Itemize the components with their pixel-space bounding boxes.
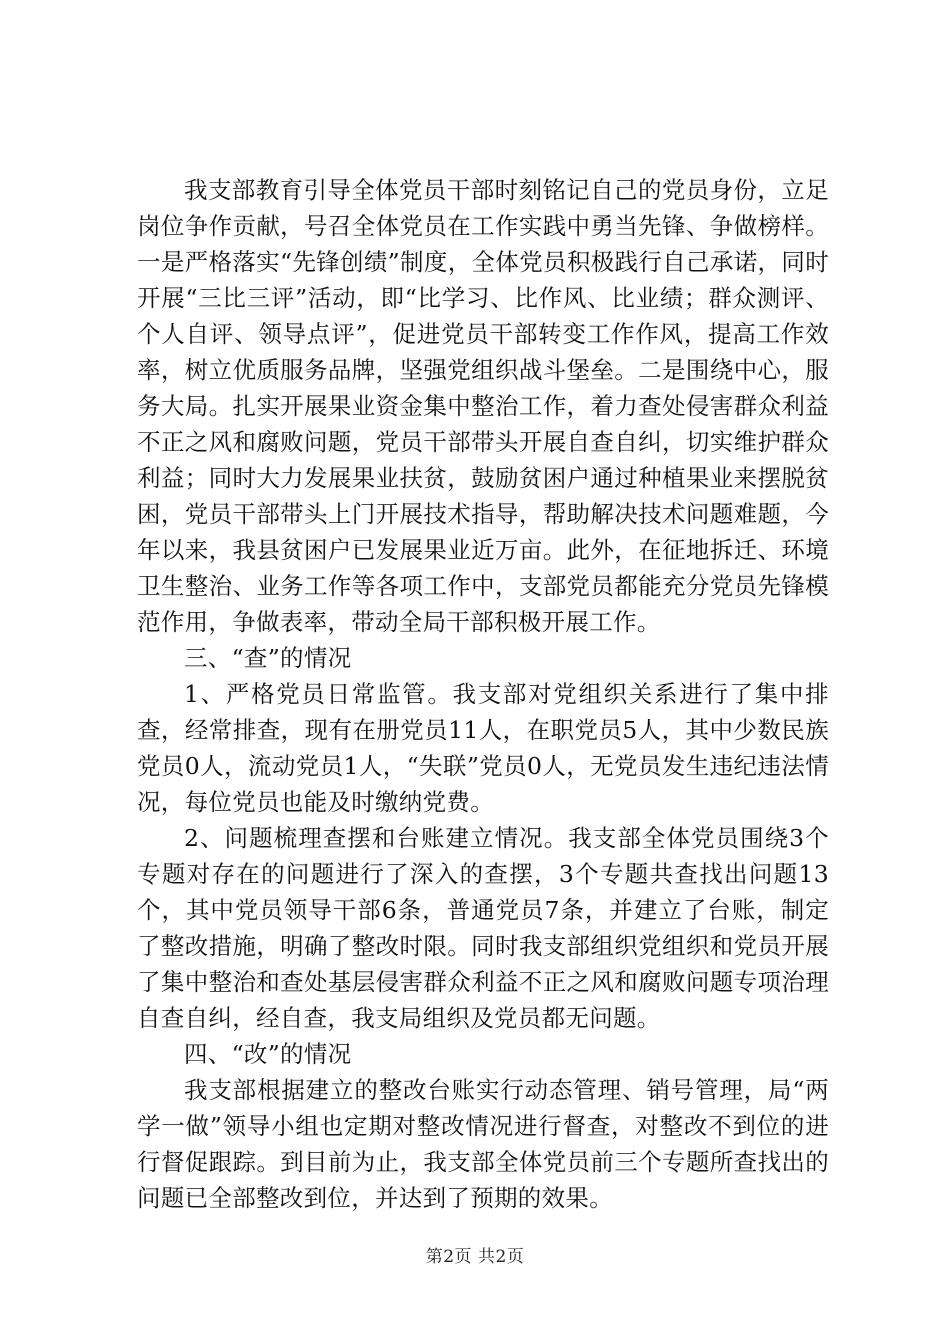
paragraph-problem-review: 2、问题梳理查摆和台账建立情况。我支部全体党员围绕3个专题对存在的问题进行了深入的查摆，3个专题共查找出问题13个，其中党员领导干部6条，普通党员7条，并建立了台账，制定了整改措施，明确了整改时限。同时我支部组织党组织和党员开展了集中整治和查处基层侵害群众利益不正之风和腐败问题专项治理自查自纠，经自查，我支局组织及党员都无问题。 [137,824,829,1032]
page-footer: 第2页 共2页 [425,1247,525,1267]
section-heading-check: 三、“查”的情况 [184,644,352,672]
section-heading-rectify: 四、“改”的情况 [184,1040,352,1068]
document-body [137,172,829,1216]
paragraph-rectification: 我支部根据建立的整改台账实行动态管理、销号管理，局“两学一做”领导小组也定期对整改情况进行督查，对整改不到位的进行督促跟踪。到目前为止，我支部全体党员前三个专题所查找出的问题已全部整改到位，并达到了预期的效果。 [137,1076,829,1212]
paragraph-party-member-role: 我支部教育引导全体党员干部时刻铭记自己的党员身份，立足岗位争作贡献，号召全体党员在工作实践中勇当先锋、争做榜样。一是严格落实“先锋创绩”制度，全体党员积极践行自己承诺，同时开展“三比三评”活动，即“比学习、比作风、比业绩；群众测评、个人自评、领导点评”，促进党员干部转变工作作风，提高工作效率，树立优质服务品牌，坚强党组织战斗堡垒。二是围绕中心，服务大局。扎实开展果业资金集中整治工作，着力查处侵害群众利益不正之风和腐败问题，党员干部带头开展自查自纠，切实维护群众利益；同时大力发展果业扶贫，鼓励贫困户通过种植果业来摆脱贫困，党员干部带头上门开展技术指导，帮助解决技术问题难题，今年以来，我县贫困户已发展果业近万亩。此外，在征地拆迁、环境卫生整治、业务工作等各项工作中，支部党员都能充分党员先锋模范作用，争做表率，带动全局干部积极开展工作。 [137,176,829,636]
paragraph-daily-supervision: 1、严格党员日常监管。我支部对党组织关系进行了集中排查，经常排查，现有在册党员11人，在职党员5人，其中少数民族党员0人，流动党员1人，“失联”党员0人，无党员发生违纪违法情况，每位党员也能及时缴纳党费。 [137,680,829,816]
